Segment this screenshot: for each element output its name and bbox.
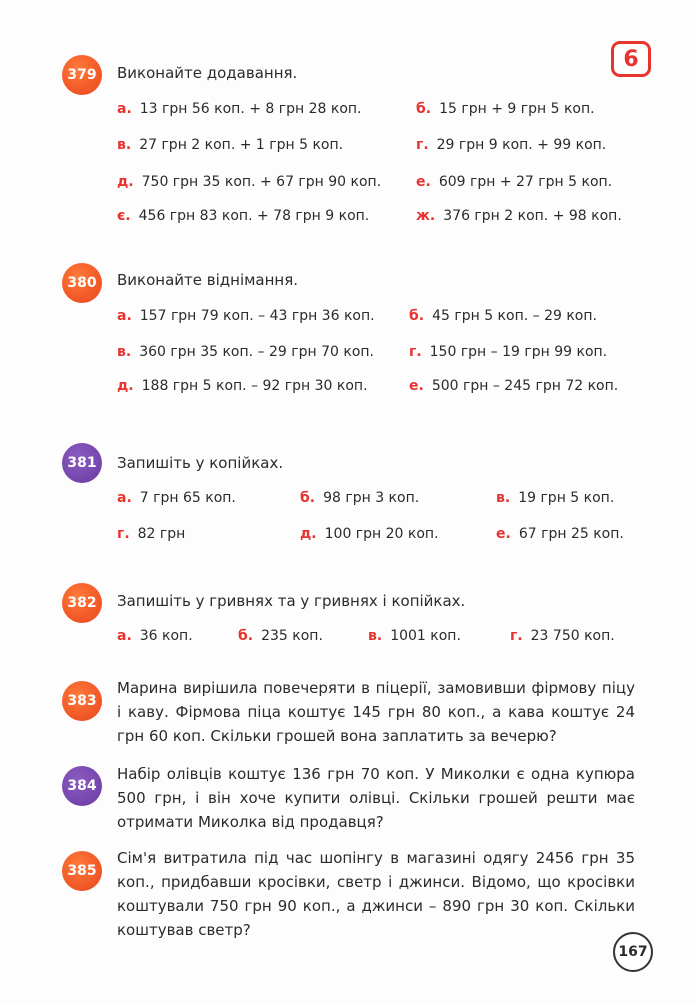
list-item: а. 13 грн 56 коп. + 8 грн 28 коп. xyxy=(117,101,362,117)
list-item: е. 67 грн 25 коп. xyxy=(496,526,624,542)
exercise-number-badge: 384 xyxy=(62,766,102,806)
list-item: в. 19 грн 5 коп. xyxy=(496,490,615,506)
list-item: б. 15 грн + 9 грн 5 коп. xyxy=(416,101,595,117)
list-item: д. 750 грн 35 коп. + 67 грн 90 коп. xyxy=(117,174,382,190)
exercise-number-badge: 379 xyxy=(62,55,102,95)
list-item: а. 36 коп. xyxy=(117,628,193,644)
list-item: б. 45 грн 5 коп. – 29 коп. xyxy=(409,308,597,324)
chapter-badge: 6 xyxy=(611,41,651,77)
list-item: д. 188 грн 5 коп. – 92 грн 30 коп. xyxy=(117,378,368,394)
list-item: е. 500 грн – 245 грн 72 коп. xyxy=(409,378,619,394)
word-problem: Марина вирішила повечеряти в піцерії, замовивши фірмову піцу і каву. Фірмова піца коштує 145 грн 80 коп., а кава коштує 24 грн 60 коп. Скільки грошей вона заплатить за вечерю? xyxy=(117,679,635,745)
list-item: ж. 376 грн 2 коп. + 98 коп. xyxy=(416,208,622,224)
list-item: а. 7 грн 65 коп. xyxy=(117,490,236,506)
list-item: г. 82 грн xyxy=(117,526,186,542)
list-item: б. 235 коп. xyxy=(238,628,323,644)
exercise-number-badge: 381 xyxy=(62,443,102,483)
list-item: а. 157 грн 79 коп. – 43 грн 36 коп. xyxy=(117,308,375,324)
exercise-title: Запишіть у копійках. xyxy=(117,454,284,472)
list-item: в. 27 грн 2 коп. + 1 грн 5 коп. xyxy=(117,137,344,153)
exercise-number-badge: 382 xyxy=(62,583,102,623)
list-item: д. 100 грн 20 коп. xyxy=(300,526,439,542)
exercise-title: Виконайте віднімання. xyxy=(117,271,299,289)
list-item: е. 609 грн + 27 грн 5 коп. xyxy=(416,174,613,190)
list-item: г. 150 грн – 19 грн 99 коп. xyxy=(409,344,608,360)
exercise-number-badge: 380 xyxy=(62,263,102,303)
exercise-title: Запишіть у гривнях та у гривнях і копійках. xyxy=(117,592,466,610)
list-item: в. 1001 коп. xyxy=(368,628,461,644)
page-number: 167 xyxy=(613,932,653,972)
exercise-number-badge: 383 xyxy=(62,681,102,721)
list-item: б. 98 грн 3 коп. xyxy=(300,490,420,506)
exercise-title: Виконайте додавання. xyxy=(117,64,298,82)
exercise-number-badge: 385 xyxy=(62,851,102,891)
list-item: г. 29 грн 9 коп. + 99 коп. xyxy=(416,137,607,153)
list-item: є. 456 грн 83 коп. + 78 грн 9 коп. xyxy=(117,208,370,224)
word-problem: Набір олівців коштує 136 грн 70 коп. У Миколки є одна купюра 500 грн, і він хоче купити олівці. Скільки грошей решти має отримати Миколка від продавця? xyxy=(117,765,635,831)
list-item: в. 360 грн 35 коп. – 29 грн 70 коп. xyxy=(117,344,374,360)
word-problem: Сім'я витратила під час шопінгу в магазині одягу 2456 грн 35 коп., придбавши кросівки, светр і джинси. Відомо, що кросівки коштували 750 грн 90 коп., а джинси – 890 грн 30 коп. Скільки коштував светр? xyxy=(117,849,635,939)
list-item: г. 23 750 коп. xyxy=(510,628,615,644)
